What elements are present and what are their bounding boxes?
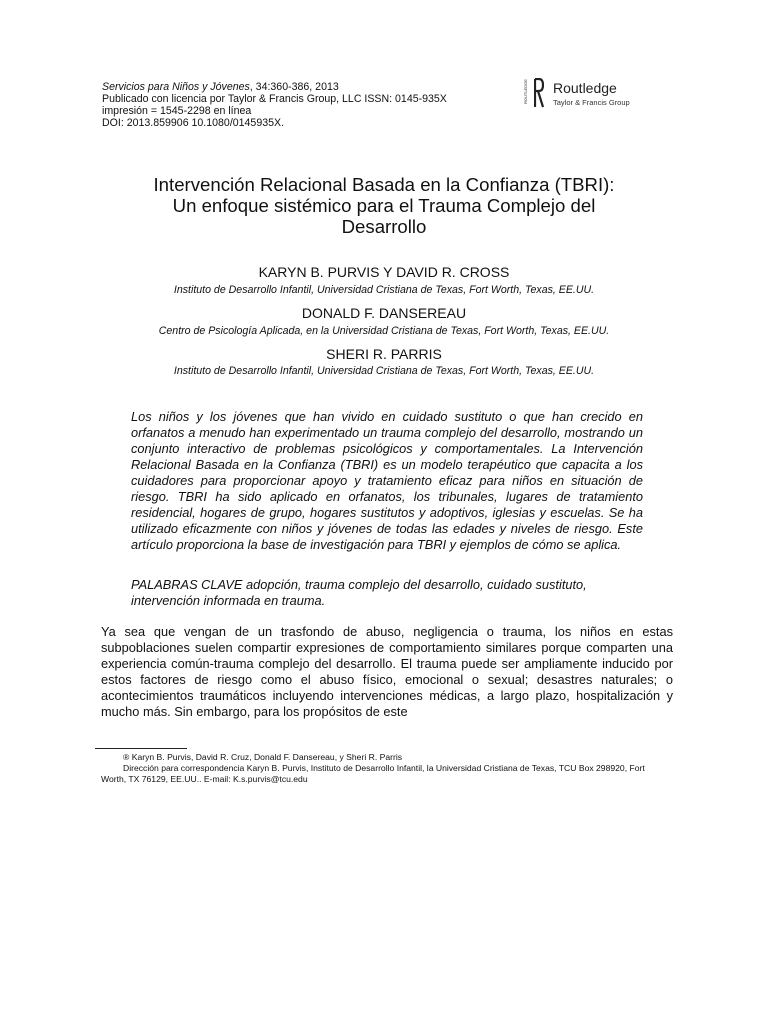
- citation-block: [102, 81, 522, 129]
- keywords: PALABRAS CLAVE adopción, trauma complejo del desarrollo, cuidado sustituto, intervención informada en trauma.: [131, 577, 587, 608]
- abstract: Los niños y los jóvenes que han vivido en cuidado sustituto o que han crecido en orfanatos a menudo han experimentado un trauma complejo del desarrollo, mostrando un conjunto interactivo de problemas psicológicos y comportamentales. La Intervención Relacional Basada en la Confianza (TBRI) es un modelo terapéutico que capacita a los cuidadores para proporcionar apoyo y tratamiento eficaz para niños en situación de riesgo. TBRI ha sido aplicado en orfanatos, los tribunales, lugares de tratamiento residencial, hogares de grupo, hogares sustitutos y adoptivos, iglesias y escuelas. Se ha utilizado eficazmente con niños y jóvenes de todas las edades y niveles de riesgo. Este artículo proporciona la base de investigación para TBRI y ejemplos de cómo se aplica.: [131, 409, 643, 552]
- title-line-3: Desarrollo: [341, 216, 427, 237]
- routledge-r-icon: [534, 78, 544, 108]
- license-line: Publicado con licencia por Taylor & Francis Group, LLC ISSN: 0145-935X: [102, 93, 447, 105]
- title-line-2: Un enfoque sistémico para el Trauma Complejo del: [172, 195, 596, 216]
- logo-series-tag: ROUTLEDGE: [523, 79, 528, 104]
- publisher-logo: [522, 78, 642, 112]
- author-affiliation-2: Centro de Psicología Aplicada, en la Universidad Cristiana de Texas, Fort Worth, Texas, EE.UU.: [158, 325, 610, 337]
- journal-name: Servicios para Niños y Jóvenes: [102, 81, 250, 93]
- footnote: [101, 752, 661, 785]
- doi-line: DOI: 2013.859906 10.1080/0145935X.: [102, 117, 285, 129]
- author-names-3: SHERI R. PARRIS: [326, 346, 442, 362]
- publisher-name: Routledge: [553, 80, 617, 96]
- publisher-group: Taylor & Francis Group: [553, 98, 630, 107]
- author-names-2: DONALD F. DANSEREAU: [301, 305, 467, 321]
- article-title: [100, 174, 668, 237]
- author-affiliation-3: Instituto de Desarrollo Infantil, Universidad Cristiana de Texas, Fort Worth, Texas, EE.UU.: [173, 365, 595, 377]
- print-issn-line: impresión = 1545-2298 en línea: [102, 105, 252, 117]
- citation-journal-line: [102, 81, 522, 93]
- body-paragraph: Ya sea que vengan de un trasfondo de abuso, negligencia o trauma, los niños en estas subpoblaciones suelen compartir expresiones de comportamiento similares porque comparten una experiencia común-trauma complejo del desarrollo. El trauma puede ser ampliamente inducido por estos factores de riesgo como el abuso físico, emocional o sexual; desastres naturales; o acontecimientos traumáticos incluyendo intervenciones médicas, a largo plazo, hospitalización y mucho más. Sin embargo, para los propósitos de este: [101, 624, 673, 719]
- author-affiliation-1: Instituto de Desarrollo Infantil, Universidad Cristiana de Texas, Fort Worth, Texas, EE.UU.: [173, 284, 595, 296]
- volume-pages: , 34:360-386, 2013: [249, 81, 339, 93]
- footnote-copyright: ® Karyn B. Purvis, David R. Cruz, Donald F. Dansereau, y Sheri R. Parris: [123, 752, 403, 762]
- footnote-rule: [95, 748, 187, 749]
- title-line-1: Intervención Relacional Basada en la Confianza (TBRI):: [153, 174, 615, 195]
- footnote-correspondence: Dirección para correspondencia Karyn B. Purvis, Instituto de Desarrollo Infantil, la Universidad Cristiana de Texas, TCU Box 298920, Fort Worth, TX 76129, EE.UU.. E-mail: K.s.purvis@tcu.edu: [101, 763, 645, 784]
- author-names-1: KARYN B. PURVIS Y DAVID R. CROSS: [258, 264, 510, 280]
